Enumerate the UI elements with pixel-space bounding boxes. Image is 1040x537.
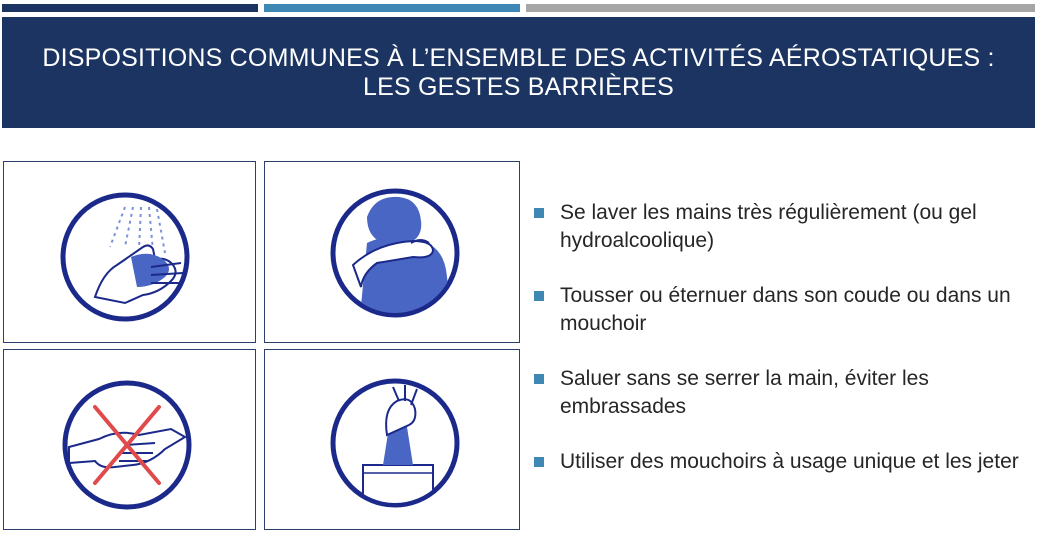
slide-title-line-2: LES GESTES BARRIÈRES — [362, 72, 675, 101]
pictogram-panel-no-handshake — [3, 349, 256, 530]
list-item-text: Utiliser des mouchoirs à usage unique et les jeter — [560, 450, 1019, 473]
slide-title-line-1: DISPOSITIONS COMMUNES À L’ENSEMBLE DES ACTIVITÉS AÉROSTATIQUES : — [42, 43, 995, 72]
list-item-text: Se laver les mains très régulièrement (ou gel hydroalcoolique) — [560, 201, 977, 252]
pictogram-panel-tissue-box — [264, 349, 520, 530]
top-accent-bar-navy — [2, 4, 258, 12]
list-item — [534, 199, 1034, 255]
bullet-square-icon — [534, 208, 544, 218]
bullet-square-icon — [534, 291, 544, 301]
barrier-gestures-list — [534, 199, 1034, 503]
list-item-text: Tousser ou éternuer dans son coude ou dans un mouchoir — [560, 284, 1011, 335]
list-item-text: Saluer sans se serrer la main, éviter les embrassades — [560, 367, 929, 418]
hand-washing-icon — [55, 177, 205, 327]
cough-in-elbow-icon — [317, 177, 467, 327]
list-item — [534, 282, 1034, 338]
bullet-square-icon — [534, 374, 544, 384]
list-item — [534, 365, 1034, 421]
top-accent-bar-blue — [264, 4, 520, 12]
list-item — [534, 448, 1034, 476]
bullet-square-icon — [534, 457, 544, 467]
top-accent-bar-grey — [526, 4, 1035, 12]
pictogram-panel-cough-elbow — [264, 161, 520, 343]
no-handshake-icon — [55, 365, 205, 515]
slide-title — [2, 17, 1035, 128]
tissue-box-icon — [317, 365, 467, 515]
pictogram-panel-hand-washing — [3, 161, 256, 343]
